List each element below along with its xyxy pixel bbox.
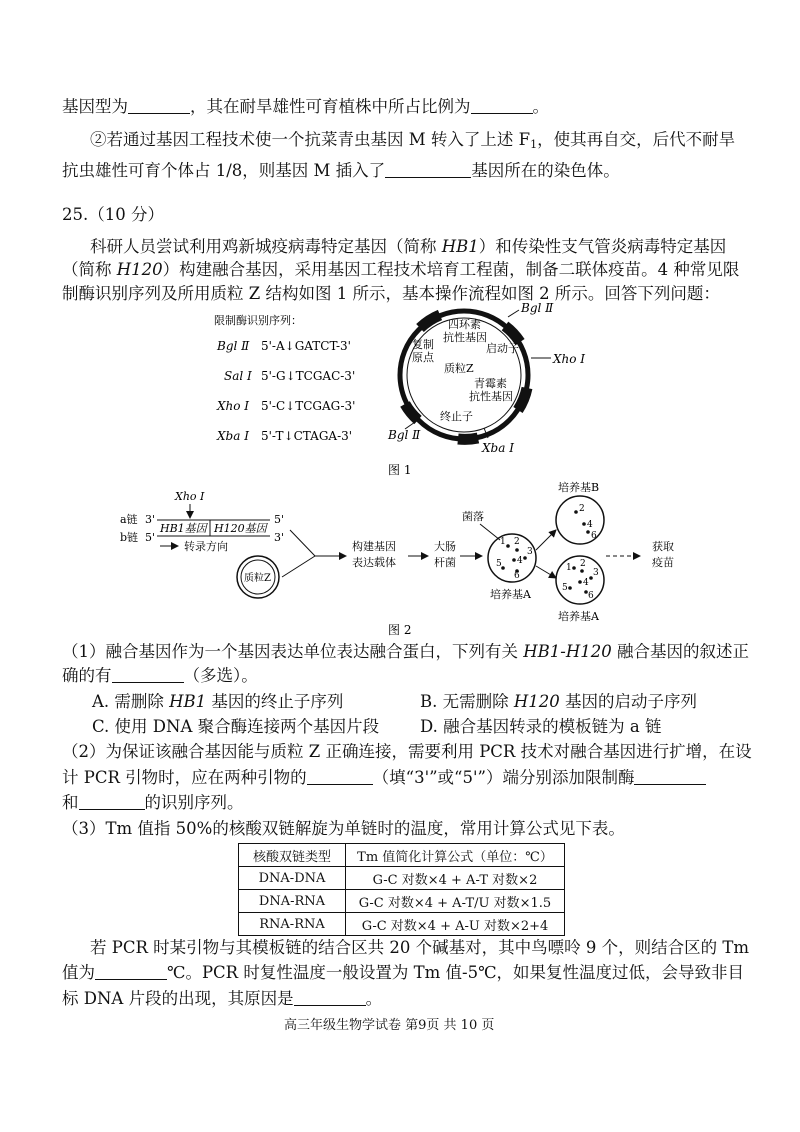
prev-line-3: 抗虫雄性可育个体占 1/8，则基因 M 插入了 基因所在的染色体。 <box>62 161 620 180</box>
site-bgl-top: Bgl Ⅱ <box>521 301 554 315</box>
svg-text:4: 4 <box>587 520 593 530</box>
svg-text:4: 4 <box>583 578 589 588</box>
medium-b-label: 培养基B <box>558 481 600 494</box>
medium-a-right-label: 培养基A <box>558 610 599 623</box>
svg-text:2: 2 <box>514 537 520 547</box>
tet-label-2: 抗性基因 <box>443 331 487 344</box>
svg-text:2: 2 <box>580 559 586 569</box>
option-b: B. 无需删除 H120 基因的启动子序列 <box>420 692 698 711</box>
site-xba: Xba Ⅰ <box>482 441 514 455</box>
page-footer: 高三年级生物学试卷 第9页 共 10 页 <box>284 1018 495 1033</box>
b-chain-3: 3' <box>274 531 285 544</box>
amp-gene-segment <box>518 388 527 410</box>
answer-blank[interactable] <box>95 963 167 980</box>
enzyme-list <box>216 339 355 443</box>
enzyme-seq: 5'-A↓GATCT-3' <box>261 339 351 353</box>
colony-label: 菌落 <box>462 510 484 523</box>
svg-text:2: 2 <box>579 504 585 514</box>
medium-a-plate <box>488 534 536 582</box>
a-chain-3: 3' <box>145 513 156 526</box>
svg-text:6: 6 <box>591 531 597 541</box>
answer-blank[interactable] <box>79 793 145 810</box>
plasmid-z-label: 质粒Z <box>244 573 271 584</box>
option-d: D. 融合基因转录的模板链为 a 链 <box>420 717 662 736</box>
table-row <box>239 913 565 936</box>
table-cell: DNA-RNA <box>239 890 346 913</box>
svg-text:5: 5 <box>562 583 568 593</box>
amp-label-2: 抗性基因 <box>469 390 513 403</box>
site-xho: Xho Ⅰ <box>553 352 586 366</box>
answer-blank[interactable] <box>471 97 533 114</box>
q3-line-2: 若 PCR 时某引物与其模板链的结合区共 20 个碱基对，其中鸟嘌呤 9 个，则结合区的 Tm <box>90 938 750 957</box>
table-header: 核酸双链类型 <box>239 844 346 867</box>
table-row <box>239 890 565 913</box>
enzyme-seq: 5'-T↓CTAGA-3' <box>261 429 353 443</box>
answer-blank[interactable] <box>307 768 373 785</box>
svg-text:1: 1 <box>566 563 572 573</box>
table-header: Tm 值简化计算公式（单位：℃） <box>346 844 565 867</box>
figure-1 <box>0 300 800 490</box>
table-cell: RNA-RNA <box>239 913 346 936</box>
construct-label: 构建基因 <box>352 540 396 553</box>
transcription-direction: 转录方向 <box>184 540 228 553</box>
enzyme-name: Sal Ⅰ <box>224 369 252 383</box>
q25-intro-1: 科研人员尝试利用鸡新城疫病毒特定基因（简称 HB1）和传染性支气管炎病毒特定基因 <box>90 237 727 256</box>
table-cell: G-C 对数×4 + A-T 对数×2 <box>346 867 565 890</box>
q25-header: 25.（10 分） <box>62 205 164 224</box>
svg-text:3: 3 <box>593 568 599 578</box>
obtain-label: 获取 <box>652 540 674 553</box>
h120-gene: H120基因 <box>214 522 267 535</box>
hb1-gene: HB1基因 <box>160 522 207 535</box>
table-cell: G-C 对数×4 + A-T/U 对数×1.5 <box>346 890 565 913</box>
svg-text:6: 6 <box>588 591 594 601</box>
b-chain-5: 5' <box>145 531 156 544</box>
q3-line-3: 值为 ℃。PCR 时复性温度一般设置为 Tm 值-5℃，如果复性温度过低，会导致非目 <box>62 963 745 982</box>
enzyme-seq: 5'-C↓TCGAG-3' <box>261 399 356 413</box>
b-chain-label: b链 <box>120 531 139 544</box>
plate-dots <box>496 537 533 581</box>
tet-label: 四环素 <box>448 318 481 331</box>
table-header-row <box>239 844 565 867</box>
option-c: C. 使用 DNA 聚合酶连接两个基因片段 <box>92 717 380 736</box>
answer-blank[interactable] <box>634 768 706 785</box>
figure-2 <box>0 478 800 638</box>
a-chain-label: a链 <box>120 513 138 526</box>
medium-a-label: 培养基A <box>490 588 531 601</box>
obtain-label-2: 疫苗 <box>652 556 674 569</box>
q1-line-2: 确的有 （多选）。 <box>62 666 258 685</box>
ecoli-label-2: 杆菌 <box>434 556 456 569</box>
enzyme-seq: 5'-G↓TCGAC-3' <box>261 369 356 383</box>
xho-site-label: Xho Ⅰ <box>175 490 205 503</box>
table-row <box>239 867 565 890</box>
q3-line-4: 标 DNA 片段的出现，其原因是 。 <box>62 989 383 1008</box>
svg-text:5: 5 <box>496 559 502 569</box>
answer-blank[interactable] <box>294 989 366 1006</box>
q25-intro-2: （简称 H120）构建融合基因，采用基因工程技术培育工程菌，制备二联体疫苗。4 种常见限 <box>62 260 740 279</box>
option-a: A. 需删除 HB1 基因的终止子序列 <box>92 692 344 711</box>
svg-text:3: 3 <box>527 547 533 557</box>
q2-line-1: （2）为保证该融合基因能与质粒 Z 正确连接，需要利用 PCR 技术对融合基因进行扩增，在设 <box>62 742 752 761</box>
enzyme-name: Xho Ⅰ <box>217 399 250 413</box>
prev-line-2: ②若通过基因工程技术使一个抗菜青虫基因 M 转入了上述 $F_1$，使其再自交，后代不耐旱 <box>90 130 736 151</box>
a-chain-5: 5' <box>274 513 285 526</box>
tm-formula-table <box>238 843 565 936</box>
answer-blank[interactable] <box>112 666 184 683</box>
q1-line-1: （1）融合基因作为一个基因表达单位表达融合蛋白，下列有关 HB1-H120 融合基因的叙述正 <box>62 642 749 661</box>
q2-line-2: 计 PCR 引物时，应在两种引物的 （填“3'”或“5'”）端分别添加限制酶 <box>62 767 706 789</box>
plasmid-label: 质粒Z <box>444 362 474 375</box>
figure-1-caption: 图 1 <box>388 463 412 477</box>
ori-label: 复制 <box>412 338 434 351</box>
enzyme-name: Bgl Ⅱ <box>217 339 250 353</box>
answer-blank[interactable] <box>128 97 190 114</box>
svg-text:1: 1 <box>500 537 506 547</box>
terminator-segment <box>458 438 478 439</box>
q2-line-3: 和 的识别序列。 <box>62 793 244 812</box>
table-cell: DNA-DNA <box>239 867 346 890</box>
ecoli-label: 大肠 <box>434 540 456 553</box>
promoter-segment <box>505 326 520 342</box>
terminator-label: 终止子 <box>440 410 473 423</box>
q25-intro-3: 制酶识别序列及所用质粒 Z 结构如图 1 所示，基本操作流程如图 2 所示。回答下列问题： <box>62 284 720 303</box>
figure-2-caption: 图 2 <box>388 623 412 637</box>
site-bgl-bottom: Bgl Ⅱ <box>388 428 421 442</box>
svg-text:4: 4 <box>517 556 523 566</box>
enzyme-title: 限制酶识别序列： <box>214 314 302 327</box>
enzyme-name: Xba Ⅰ <box>217 429 249 443</box>
construct-label-2: 表达载体 <box>352 556 396 569</box>
q3-line-1: （3）Tm 值指 50%的核酸双链解旋为单链时的温度，常用计算公式见下表。 <box>62 819 625 838</box>
answer-blank[interactable] <box>385 161 471 178</box>
tet-gene-segment <box>420 315 440 328</box>
prev-line-1: 基因型为 ，其在耐旱雄性可育植株中所占比例为 。 <box>62 97 549 116</box>
svg-text:6: 6 <box>514 571 520 581</box>
table-cell: G-C 对数×4 + A-U 对数×2+4 <box>346 913 565 936</box>
amp-label: 青霉素 <box>474 377 507 390</box>
promoter-label: 启动子 <box>486 342 519 355</box>
ori-label-2: 原点 <box>412 351 434 364</box>
